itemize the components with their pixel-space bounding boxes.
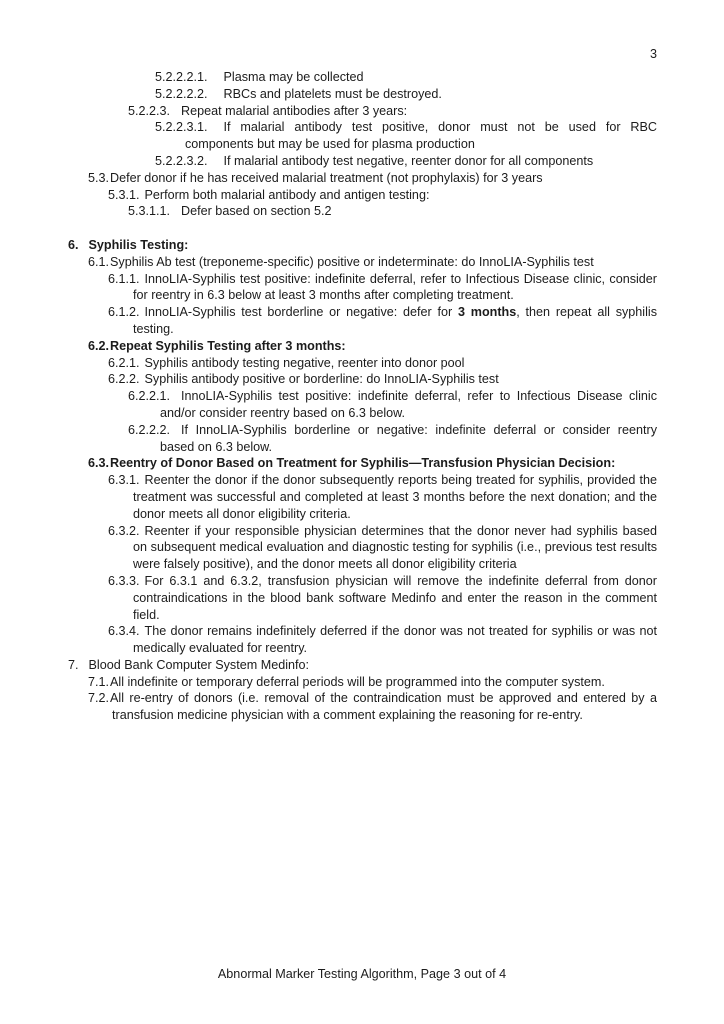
page-footer: Abnormal Marker Testing Algorithm, Page 3 out of 4 bbox=[217, 967, 507, 981]
item-number: 6.2.1. bbox=[108, 355, 140, 370]
item-number: 6.3. bbox=[88, 456, 110, 471]
list-item-6-3-3 bbox=[68, 573, 657, 623]
item-text: If malarial antibody test positive, donor must not be used for RBC components but may be used for plasma production bbox=[185, 120, 657, 152]
item-number: 5.3. bbox=[88, 170, 110, 185]
list-item-5-3 bbox=[68, 170, 657, 187]
item-text: Syphilis Testing: bbox=[88, 237, 189, 252]
list-item-7 bbox=[68, 657, 657, 674]
item-number: 5.2.2.3.1. bbox=[155, 120, 208, 135]
item-text: Reenter the donor if the donor subsequently reports being treated for syphilis, provided the treatment was successful and completed at least 3 months before the next donation; and the donor meets all donor eligibility criteria. bbox=[133, 473, 657, 521]
item-number: 6.3.2. bbox=[108, 523, 140, 538]
item-number: 6.1. bbox=[88, 254, 110, 269]
item-text: InnoLIA-Syphilis test positive: indefinite deferral, refer to Infectious Disease clinic, consider for reentry in 6.3 below at least 3 months after completing treatment. bbox=[133, 271, 657, 303]
list-item-7-1 bbox=[68, 674, 657, 691]
list-item-5-2-2-3-2 bbox=[68, 153, 657, 170]
item-text: Defer donor if he has received malarial treatment (not prophylaxis) for 3 years bbox=[110, 170, 543, 185]
item-text: RBCs and platelets must be destroyed. bbox=[223, 86, 442, 101]
item-number: 5.2.2.2.1. bbox=[155, 70, 208, 84]
item-number: 5.2.2.2.2. bbox=[155, 86, 208, 101]
list-item-6-1-2 bbox=[68, 304, 657, 338]
item-number: 5.2.2.3. bbox=[128, 103, 171, 118]
list-item-6-1 bbox=[68, 254, 657, 271]
item-text: Repeat Syphilis Testing after 3 months: bbox=[110, 338, 346, 353]
item-number: 7.2. bbox=[88, 691, 110, 706]
item-number: 6.3.4. bbox=[108, 624, 140, 639]
item-text: , then repeat all syphilis testing. bbox=[133, 305, 657, 336]
list-item-6-2-2-2 bbox=[68, 422, 657, 456]
item-number: 6.2.2.1. bbox=[128, 389, 171, 404]
list-item-6-3-2 bbox=[68, 523, 657, 573]
list-item-5-2-2-2-1 bbox=[68, 69, 657, 86]
item-number: 6.1.2. bbox=[108, 305, 140, 320]
item-number: 5.3.1.1. bbox=[128, 204, 171, 219]
item-text: Perform both malarial antibody and antigen testing: bbox=[144, 187, 430, 202]
list-item-5-3-1-1 bbox=[68, 203, 657, 220]
list-item-6-2 bbox=[68, 338, 657, 355]
item-number: 7.1. bbox=[88, 674, 110, 689]
item-number: 6.2.2.2. bbox=[128, 422, 171, 437]
item-text: 3 months bbox=[458, 305, 517, 320]
item-text: All re-entry of donors (i.e. removal of the contraindication must be approved and entered by a transfusion medicine physician with a comment explaining the reasoning for re-entry. bbox=[110, 691, 657, 723]
list-item-6-3-4 bbox=[68, 623, 657, 657]
item-number: 5.2.2.3.2. bbox=[155, 153, 208, 168]
item-text: Reenter if your responsible physician determines that the donor never had syphilis based on subsequent medical evaluation and diagnostic testing for syphilis (i.e., previous test results were falsely positive), and the donor meets all donor eligibility criteria bbox=[133, 523, 657, 572]
list-item-6 bbox=[68, 237, 657, 254]
item-text: Syphilis antibody positive or borderline: do InnoLIA-Syphilis test bbox=[144, 372, 499, 387]
list-item-6-2-2-1 bbox=[68, 388, 657, 422]
list-item-7-2 bbox=[68, 690, 657, 724]
item-text: Repeat malarial antibodies after 3 years: bbox=[181, 103, 408, 118]
item-number: 6.2.2. bbox=[108, 372, 140, 387]
item-text: InnoLIA-Syphilis test positive: indefinite deferral, refer to Infectious Disease clinic and/or consider reentry based on 6.3 below. bbox=[160, 389, 657, 420]
list-item-6-2-1 bbox=[68, 355, 657, 372]
item-text: Blood Bank Computer System Medinfo: bbox=[88, 657, 310, 672]
list-item-6-3 bbox=[68, 455, 657, 472]
item-text: Syphilis Ab test (treponeme-specific) positive or indeterminate: do InnoLIA-Syphilis test bbox=[110, 254, 594, 269]
item-text: For 6.3.1 and 6.3.2, transfusion physician will remove the indefinite deferral from donor contraindications in the blood bank software Medinfo and enter the reason in the comment field. bbox=[133, 573, 657, 622]
item-text: Plasma may be collected bbox=[223, 70, 364, 84]
list-item-6-3-1 bbox=[68, 472, 657, 522]
list-item-5-2-2-3 bbox=[68, 103, 657, 120]
item-text: Defer based on section 5.2 bbox=[181, 204, 332, 219]
item-number: 5.3.1. bbox=[108, 187, 140, 202]
list-item-6-2-2 bbox=[68, 371, 657, 388]
item-number: 6.3.3. bbox=[108, 573, 140, 588]
item-number: 7. bbox=[68, 657, 79, 672]
list-item-5-2-2-2-2 bbox=[68, 86, 657, 103]
document-body bbox=[68, 69, 657, 724]
list-item-5-3-1 bbox=[68, 187, 657, 204]
list-item-6-1-1 bbox=[68, 271, 657, 305]
item-text: The donor remains indefinitely deferred if the donor was not treated for syphilis or was not medically evaluated for reentry. bbox=[133, 624, 657, 656]
item-text: InnoLIA-Syphilis test borderline or negative: defer for bbox=[144, 305, 458, 320]
item-text: All indefinite or temporary deferral periods will be programmed into the computer system. bbox=[110, 674, 605, 689]
item-text: If InnoLIA-Syphilis borderline or negative: indefinite deferral or consider reentry based on 6.3 below. bbox=[160, 422, 657, 454]
item-number: 6.1.1. bbox=[108, 271, 140, 286]
list-item-5-2-2-3-1 bbox=[68, 119, 657, 153]
item-text: Syphilis antibody testing negative, reenter into donor pool bbox=[144, 355, 465, 370]
item-number: 6.2. bbox=[88, 338, 110, 353]
item-text: Reentry of Donor Based on Treatment for Syphilis—Transfusion Physician Decision: bbox=[110, 456, 616, 471]
item-text: If malarial antibody test negative, reenter donor for all components bbox=[223, 153, 594, 168]
page-number: 3 bbox=[649, 47, 657, 61]
item-number: 6.3.1. bbox=[108, 473, 140, 488]
item-number: 6. bbox=[68, 237, 79, 252]
